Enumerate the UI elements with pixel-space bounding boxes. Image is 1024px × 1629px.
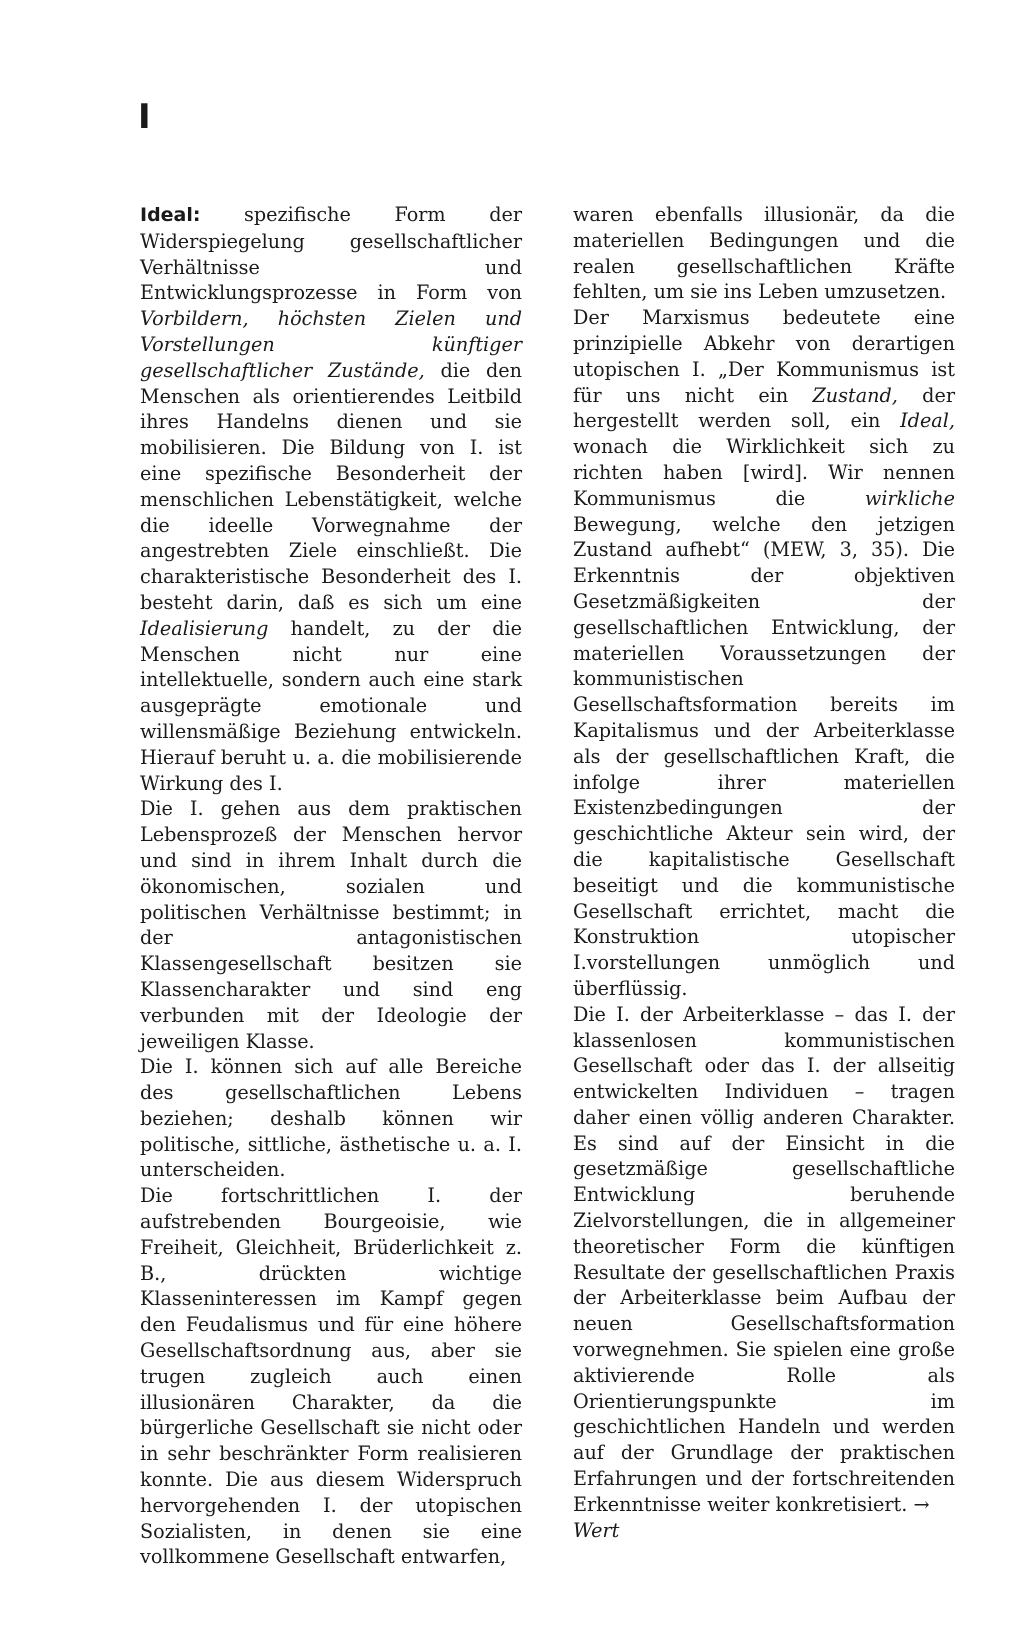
entry-paragraph: Ideal: spezifische Form der Widerspiegelung gesellschaftlicher Verhältnisse und Entwicklungsprozesse in Form von Vorbildern, höchsten Zielen und Vorstellungen künftiger gesellschaftlicher Zustände, die den Menschen als orientierendes Leitbild ihres Handelns dienen und sie mobilisieren. Die Bildung von I. ist eine spezifische Besonderheit der menschlichen Lebenstätigkeit, welche die ideelle Vorwegnahme der angestrebten Ziele einschließt. Die charakteristische Besonderheit des I. besteht darin, daß es sich um eine Idealisierung handelt, zu der die Menschen nicht nur eine intellektuelle, sondern auch eine stark ausgeprägte emotionale und willensmäßige Beziehung entwickeln. Hierauf beruht u. a. die mobilisierende Wirkung des I. (140, 203, 522, 795)
emphasis: wirkliche (864, 486, 955, 510)
emphasis: Idealisierung (140, 616, 269, 640)
cross-reference-link[interactable]: Wert (573, 1518, 620, 1542)
headword: Ideal (140, 204, 193, 226)
entry-paragraph: Die I. können sich auf alle Bereiche des gesellschaftlichen Lebens beziehen; deshalb können wir politische, sittliche, ästhetische u. a. I. unterscheiden. (140, 1055, 522, 1182)
cross-reference-arrow-icon: → (913, 1492, 930, 1516)
emphasis: Ideal, (900, 409, 955, 433)
headword-separator: : (192, 204, 201, 226)
entry-paragraph: Der Marxismus bedeutete eine prinzipielle Abkehr von derartigen utopischen I. „Der Kommunismus ist für uns nicht ein Zustand, der hergestellt werden soll, ein Ideal, wonach die Wirklichkeit sich zu richten haben [wird]. Wir nennen Kommunismus die wirkliche Bewegung, welche den jetzigen Zustand aufhebt“ (MEW, 3, 35). Die Erkenntnis der objektiven Gesetzmäßigkeiten der gesellschaftlichen Entwicklung, der materiellen Voraussetzungen der kommunistischen Gesellschaftsformation bereits im Kapitalismus und der Arbeiterklasse als der gesellschaftlichen Kraft, die infolge ihrer materiellen Existenzbedingungen der geschichtliche Akteur sein wird, der die kapitalistische Gesellschaft beseitigt und die kommunistische Gesellschaft errichtet, macht die Konstruktion utopischer I.vorstellungen unmöglich und überflüssig. (573, 306, 955, 1000)
left-column (140, 202, 522, 1570)
entry-paragraph: Die I. der Arbeiterklasse – das I. der klassenlosen kommunistischen Gesellschaft oder das I. der allseitig entwickelten Individuen – tragen daher einen völlig anderen Charakter. Es sind auf der Einsicht in die gesetzmäßige gesellschaftliche Entwicklung beruhende Zielvorstellungen, die in allgemeiner theoretischer Form die künftigen Resultate der gesellschaftlichen Praxis der Arbeiterklasse beim Aufbau der neuen Gesellschaftsformation vorwegnehmen. Sie spielen eine große aktivierende Rolle als Orientierungspunkte im geschichtlichen Handeln und werden auf der Grundlage der praktischen Erfahrungen und der fortschreitenden Erkenntnisse weiter konkretisiert. → Wert (573, 1002, 955, 1542)
section-letter: I (138, 97, 151, 137)
entry-paragraph: Die I. gehen aus dem praktischen Lebensprozeß der Menschen hervor und sind in ihrem Inhalt durch die ökonomischen, sozialen und politischen Verhältnisse bestimmt; in der antagonistischen Klassengesellschaft besitzen sie Klassencharakter und sind eng verbunden mit der Ideologie der jeweiligen Klasse. (140, 797, 522, 1053)
emphasis: Zustand, (812, 383, 898, 407)
emphasis: Vorbildern, höchsten Zielen und Vorstellungen künftiger gesellschaftlicher Zustände, (140, 307, 522, 382)
entry-paragraph: Die fortschrittlichen I. der aufstrebenden Bourgeoisie, wie Freiheit, Gleichheit, Brüderlichkeit z. B., drückten wichtige Klasseninteressen im Kampf gegen den Feudalismus und für eine höhere Gesellschaftsordnung aus, aber sie trugen zugleich auch einen illusionären Charakter, da die bürgerliche Gesellschaft sie nicht oder in sehr beschränkter Form realisieren konnte. Die aus diesem Widerspruch hervorgehenden I. der utopischen Sozialisten, in denen sie eine vollkommene Gesellschaft entwarfen, (140, 1184, 522, 1569)
entry-paragraph: waren ebenfalls illusionär, da die materiellen Bedingungen und die realen gesellschaftlichen Kräfte fehlten, um sie ins Leben umzusetzen. (573, 203, 955, 304)
right-column (573, 202, 955, 1543)
